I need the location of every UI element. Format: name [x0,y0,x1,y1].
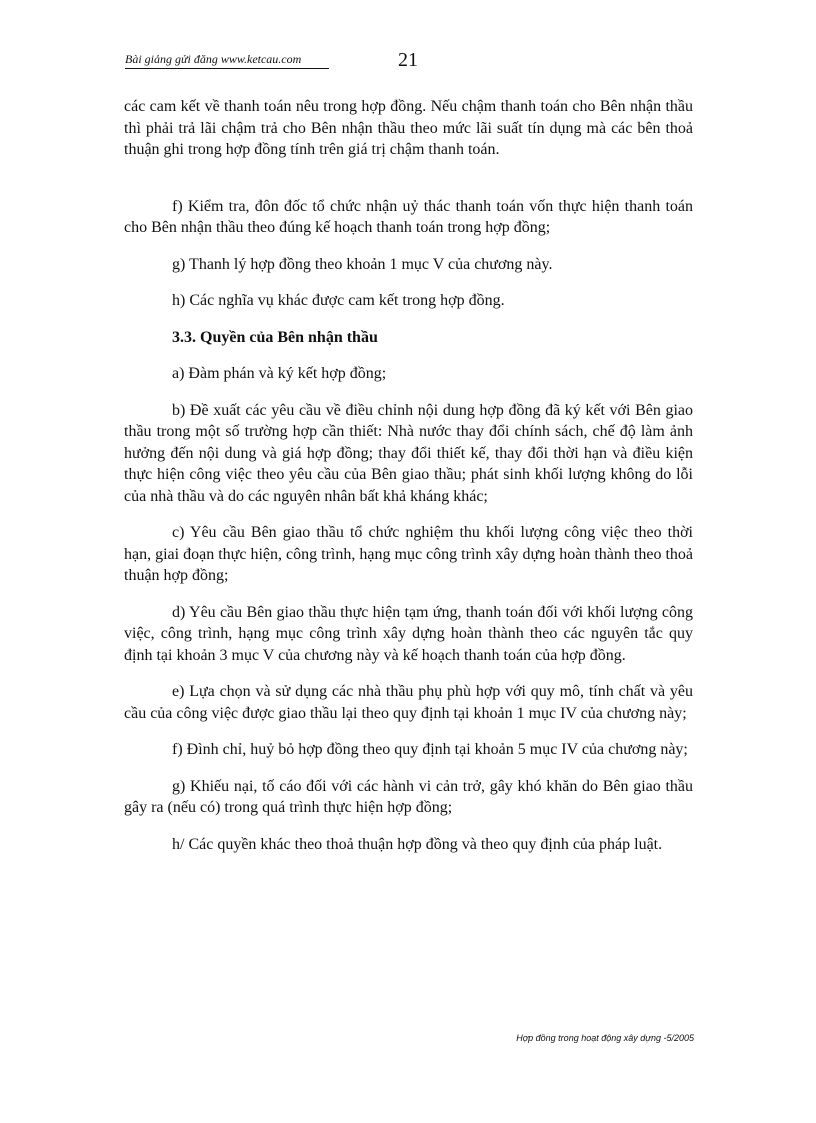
paragraph-a-right: a) Đàm phán và ký kết hợp đồng; [172,365,387,382]
paragraph-d-right: d) Yêu cầu Bên giao thầu thực hiện tạm ứng, thanh toán đối với khối lượng công việc, công trình, hạng mục công trình xây dựng hoàn thành theo các nguyên tắc quy định tại khoản 3 mục V của chương này và kế hoạch thanh toán của hợp đồng. [124,603,693,664]
paragraph-h-obligation: h) Các nghĩa vụ khác được cam kết trong hợp đồng. [172,292,505,309]
paragraph-g-obligation: g) Thanh lý hợp đồng theo khoản 1 mục V của chương này. [172,255,553,273]
page-number: 21 [398,49,418,71]
header-divider [125,68,329,69]
paragraph-f-right: f) Đình chỉ, huỷ bỏ hợp đồng theo quy định tại khoản 5 mục IV của chương này; [172,741,688,758]
document-body [124,96,693,855]
footer-note: Hợp đồng trong hoạt động xây dựng -5/2005 [516,1033,694,1043]
paragraph-e-right: e) Lựa chọn và sử dụng các nhà thầu phụ phù hợp với quy mô, tính chất và yêu cầu của công việc được giao thầu lại theo quy định tại khoản 1 mục IV của chương này; [124,683,693,722]
paragraph-h-right: h/ Các quyền khác theo thoả thuận hợp đồng và theo quy định của pháp luật. [172,835,663,853]
paragraph-b-right: b) Đề xuất các yêu cầu về điều chỉnh nội dung hợp đồng đã ký kết với Bên giao thầu trong một số trường hợp cần thiết: Nhà nước thay đổi chính sách, chế độ làm ảnh hưởng đến nội dung và giá hợp đồng; thay đổi thiết kế, thay đổi thời hạn và điều kiện thực hiện công việc theo yêu cầu của Bên giao thầu; phát sinh khối lượng không do lỗi của nhà thầu và do các nguyên nhân bất khả kháng khác; [124,401,693,505]
header-source: Bài giảng gửi đăng www.ketcau.com [125,52,302,66]
section-heading: 3.3. Quyền của Bên nhận thầu [172,328,378,346]
paragraph-f-obligation: f) Kiểm tra, đôn đốc tổ chức nhận uỷ thác thanh toán vốn thực hiện thanh toán cho Bên nhận thầu theo đúng kế hoạch thanh toán trong hợp đồng; [124,197,693,236]
paragraph-c-right: c) Yêu cầu Bên giao thầu tổ chức nghiệm thu khối lượng công việc theo thời hạn, giai đoạn thực hiện, công trình, hạng mục công trình xây dựng hoàn thành theo thoả thuận hợp đồng; [124,524,693,584]
paragraph-continuation: các cam kết về thanh toán nêu trong hợp đồng. Nếu chậm thanh toán cho Bên nhận thầu thì phải trả lãi chậm trả cho Bên nhận thầu theo mức lãi suất tín dụng mà các bên thoả thuận ghi trong hợp đồng tính trên giá trị chậm thanh toán. [124,98,693,158]
paragraph-g-right: g) Khiếu nại, tố cáo đối với các hành vi cản trở, gây khó khăn do Bên giao thầu gây ra (nếu có) trong quá trình thực hiện hợp đồng; [124,777,693,816]
